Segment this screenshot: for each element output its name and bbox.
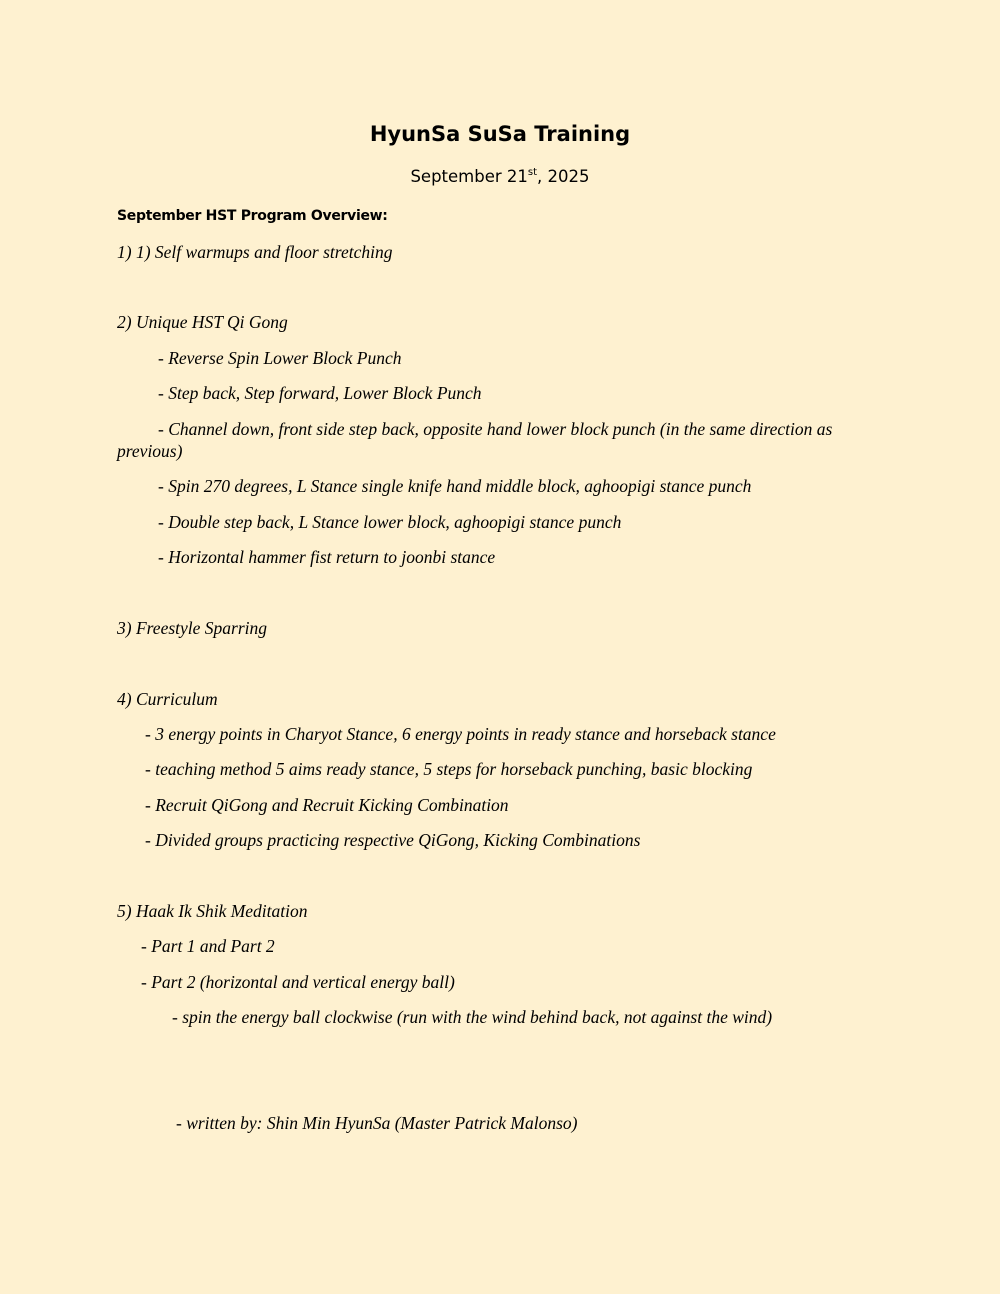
- date-suffix: st: [527, 167, 538, 178]
- section-2-item-continuation: previous): [117, 441, 183, 461]
- section-4-item: - 3 energy points in Charyot Stance, 6 energy points in ready stance and horseback stance: [145, 724, 776, 744]
- date-main: September 21: [410, 167, 528, 186]
- date-year: , 2025: [537, 167, 590, 186]
- section-2-item: - Reverse Spin Lower Block Punch: [158, 348, 402, 368]
- section-5-subitem: - spin the energy ball clockwise (run with the wind behind back, not against the wind): [172, 1007, 773, 1027]
- section-4-item: - teaching method 5 aims ready stance, 5 steps for horseback punching, basic blocking: [145, 759, 753, 779]
- section-2-item: - Step back, Step forward, Lower Block Punch: [158, 383, 482, 403]
- section-2-item: - Horizontal hammer fist return to joonbi stance: [158, 547, 496, 567]
- document-title: HyunSa SuSa Training: [369, 122, 631, 146]
- section-5-item: - Part 1 and Part 2: [141, 936, 275, 956]
- document-date: [0, 165, 1000, 189]
- section-1-heading: 1) 1) Self warmups and floor stretching: [117, 242, 393, 262]
- section-2-item: - Channel down, front side step back, opposite hand lower block punch (in the same direction as: [158, 419, 833, 439]
- section-2-item: - Double step back, L Stance lower block, aghoopigi stance punch: [158, 512, 622, 532]
- section-2-item: - Spin 270 degrees, L Stance single knife hand middle block, aghoopigi stance punch: [158, 476, 752, 496]
- overview-heading: September HST Program Overview:: [117, 208, 388, 224]
- section-2-heading: 2) Unique HST Qi Gong: [117, 312, 288, 332]
- signature: - written by: Shin Min HyunSa (Master Patrick Malonso): [176, 1113, 578, 1133]
- section-3-heading: 3) Freestyle Sparring: [117, 618, 268, 638]
- section-5-item: - Part 2 (horizontal and vertical energy ball): [141, 972, 455, 992]
- section-4-item: - Recruit QiGong and Recruit Kicking Combination: [145, 795, 509, 815]
- section-4-heading: 4) Curriculum: [117, 689, 218, 709]
- section-5-heading: 5) Haak Ik Shik Meditation: [117, 901, 308, 921]
- section-4-item: - Divided groups practicing respective QiGong, Kicking Combinations: [145, 830, 641, 850]
